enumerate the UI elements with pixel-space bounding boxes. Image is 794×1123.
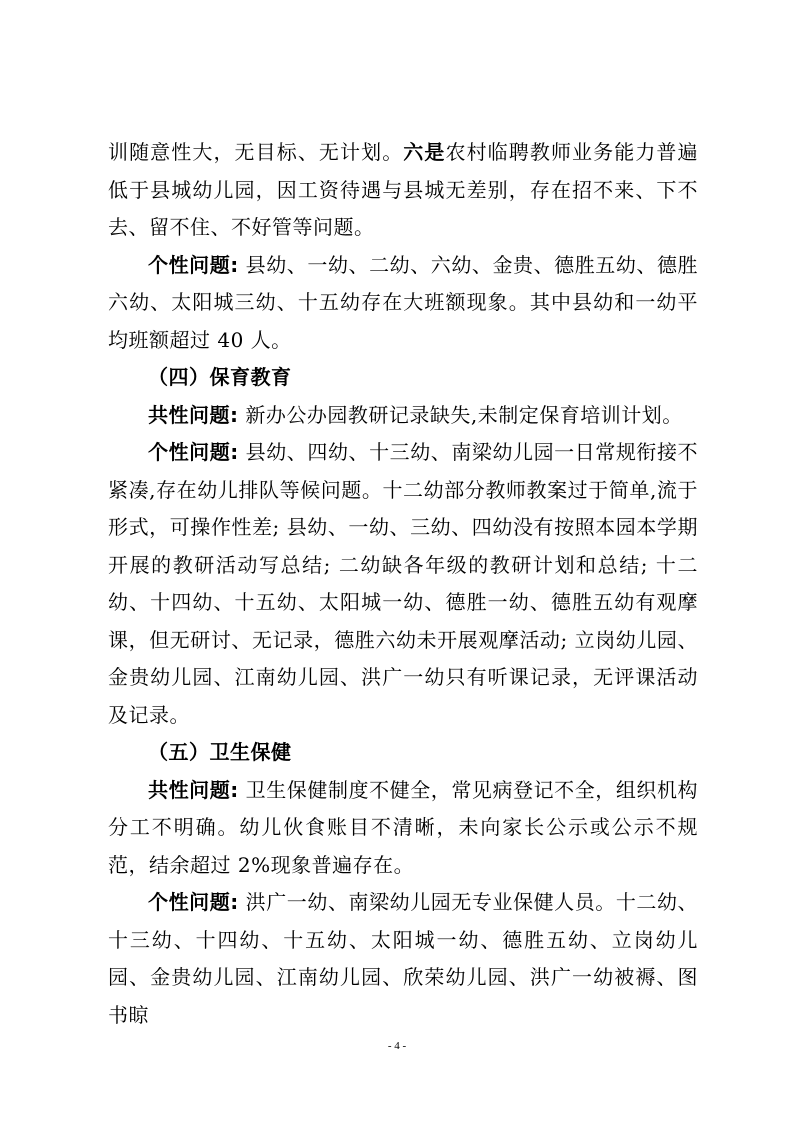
paragraph-continued-training <box>108 134 698 247</box>
common-issues-label: 共性问题: <box>148 402 239 427</box>
individual-issues-label: 个性问题: <box>148 440 239 464</box>
individual-issues-label: 个性问题: <box>148 252 239 277</box>
paragraph-text: 农村临聘教师业务能力普遍低于县城幼儿园，因工资待遇与县城无差别，存在招不来、下不去、留不住、不好管等问题。 <box>108 140 699 239</box>
paragraph-text: 训随意性大，无目标、无计划。 <box>108 140 404 164</box>
point-six-label: 六是 <box>403 140 446 164</box>
section-heading-care-education: （四）保育教育 <box>148 365 292 389</box>
paragraph-individual-issues-health <box>108 884 698 1034</box>
document-body <box>108 134 698 1034</box>
individual-issues-label: 个性问题: <box>148 890 239 914</box>
common-issues-label: 共性问题: <box>148 777 239 802</box>
paragraph-text: 卫生保健制度不健全，常见病登记不全，组织机构分工不明确。幼儿伙食账目不清晰，未向家长公示或公示不规范，结余超过 2%现象普遍存在。 <box>108 777 699 877</box>
section-heading-health-care: （五）卫生保健 <box>148 740 292 764</box>
paragraph-text: 县幼、四幼、十三幼、南梁幼儿园一日常规衔接不紧凑,存在幼儿排队等候问题。十二幼部分教师教案过于简单,流于形式，可操作性差; 县幼、一幼、三幼、四幼没有按照本园本学期开展的教研活动写总结; 二幼缺各年级的教研计划和总结; 十二幼、十四幼、十五幼、太阳城一幼、德胜一幼、德胜五幼有观摩课，但无研讨、无记录，德胜六幼未开展观摩活动; 立岗幼儿园、金贵幼儿园、江南幼儿园、洪广一幼只有听课记录，无评课活动及记录。 <box>108 440 699 727</box>
paragraph-common-issues-education <box>108 397 698 435</box>
page-number: - 4 - <box>387 1040 407 1052</box>
paragraph-common-issues-health <box>108 772 698 885</box>
paragraph-text: 县幼、一幼、二幼、六幼、金贵、德胜五幼、德胜六幼、太阳城三幼、十五幼存在大班额现象。其中县幼和一幼平均班额超过 40 人。 <box>108 252 699 352</box>
paragraph-class-size-issues <box>108 247 698 360</box>
paragraph-text: 新办公办园教研记录缺失,未制定保育培训计划。 <box>238 402 683 427</box>
paragraph-individual-issues-education <box>108 434 698 734</box>
paragraph-text: 洪广一幼、南梁幼儿园无专业保健人员。十二幼、十三幼、十四幼、十五幼、太阳城一幼、德胜五幼、立岗幼儿园、金贵幼儿园、江南幼儿园、欣荣幼儿园、洪广一幼被褥、图书晾 <box>108 890 699 1027</box>
